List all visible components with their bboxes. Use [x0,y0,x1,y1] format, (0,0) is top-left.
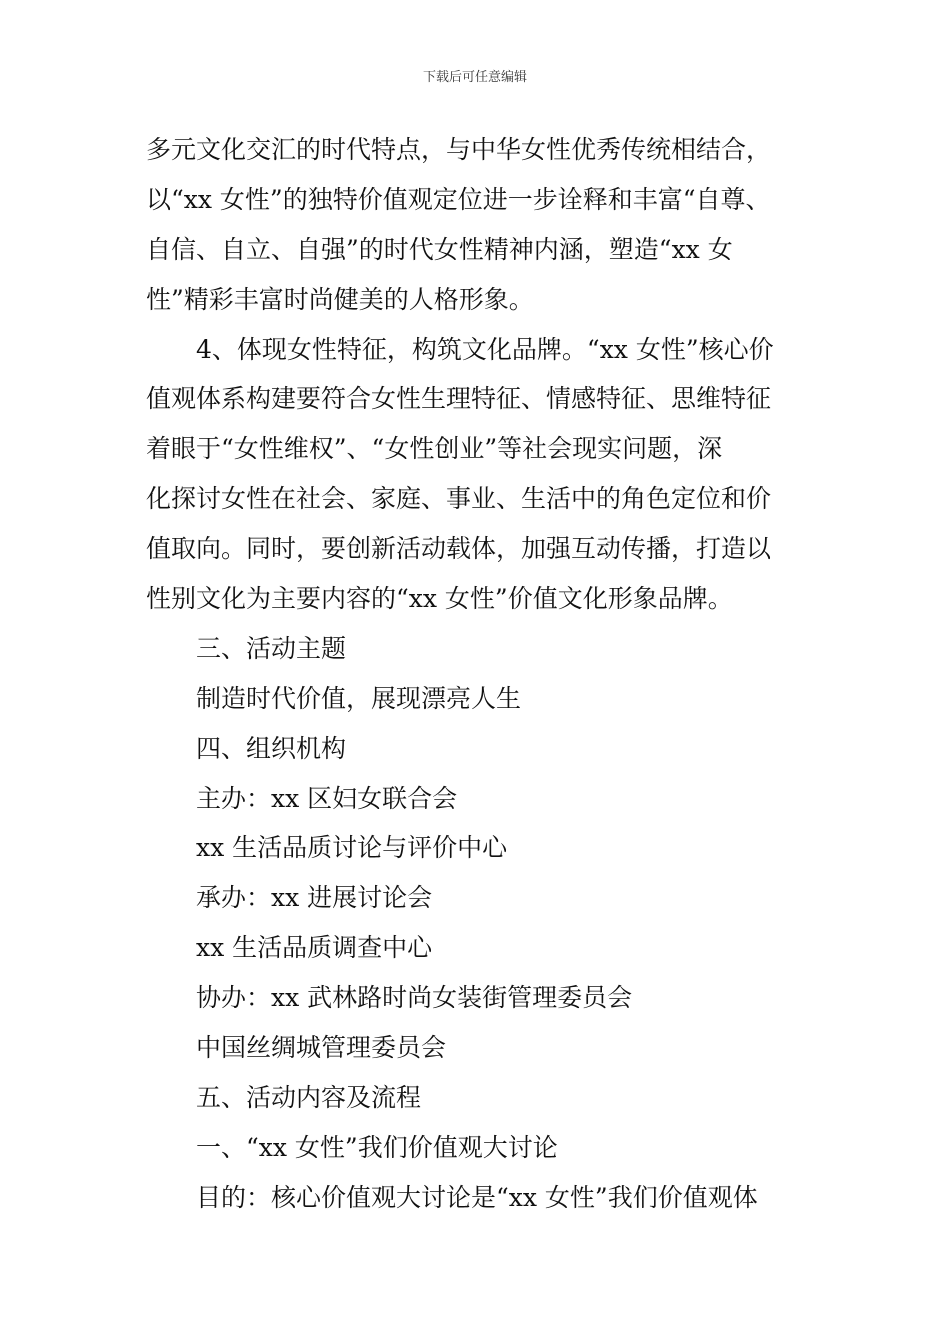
text-line: 承办：xx 进展讨论会 [196,883,433,913]
text-line: xx 生活品质调查中心 [196,933,433,963]
page-header: 下载后可任意编辑 [422,70,527,85]
text-line: xx 生活品质讨论与评价中心 [196,833,508,863]
text-line: 制造时代价值，展现漂亮人生 [196,683,522,713]
text-line: 协办：xx 武林路时尚女装街管理委员会 [196,983,633,1013]
text-line: 值取向。同时，要创新活动载体，加强互动传播，打造以 [146,534,772,564]
subsection-heading: 一、“xx 女性”我们价值观大讨论 [196,1132,558,1162]
text-line: 中国丝绸城管理委员会 [196,1033,447,1063]
document-body [146,125,836,1223]
text-line: 自信、自立、自强”的时代女性精神内涵，塑造“xx 女 [146,234,733,264]
text-line: 化探讨女性在社会、家庭、事业、生活中的角色定位和价 [146,484,772,514]
text-line: 目的：核心价值观大讨论是“xx 女性”我们价值观体 [196,1182,758,1212]
text-line: 多元文化交汇的时代特点，与中华女性优秀传统相结合， [146,135,772,164]
text-line: 着眼于“女性维权”、“女性创业”等社会现实问题，深 [146,434,723,464]
section-heading: 四、组织机构 [196,733,347,763]
text-line: 性”精彩丰富时尚健美的人格形象。 [146,284,534,314]
text-line: 主办：xx 区妇女联合会 [196,783,458,813]
section-heading: 三、活动主题 [196,633,347,663]
section-heading: 五、活动内容及流程 [196,1082,422,1112]
text-line: 值观体系构建要符合女性生理特征、情感特征、思维特征 [146,384,772,414]
text-line: 以“xx 女性”的独特价值观定位进一步诠释和丰富“自尊、 [146,184,771,214]
text-line: 性别文化为主要内容的“xx 女性”价值文化形象品牌。 [146,584,733,614]
text-line: 4、体现女性特征，构筑文化品牌。“xx 女性”核心价 [196,334,774,364]
